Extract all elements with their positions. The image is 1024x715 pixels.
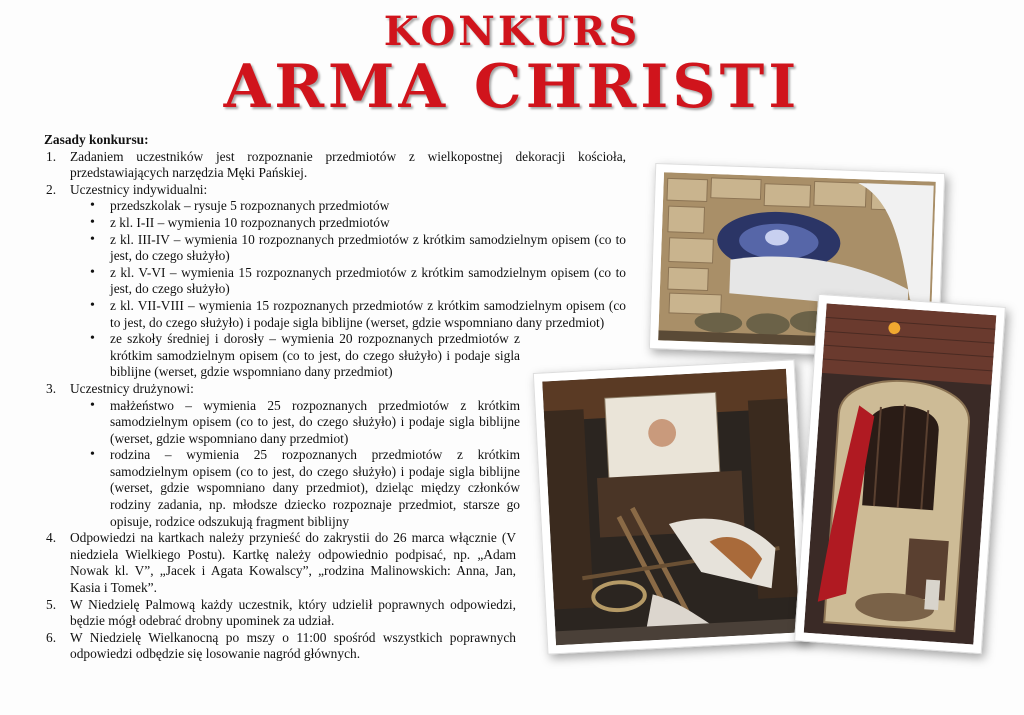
rule-number: 1. bbox=[46, 148, 57, 164]
photo-stone-arch bbox=[794, 294, 1006, 654]
list-item: • małżeństwo – wymienia 25 rozpoznanych przedmiotów z krótkim samodzielnym opisem (co to jest, do czego służyło) i podaje sigla biblijne (werset, gdzie wspomniano dany przedmiot) bbox=[88, 398, 520, 448]
photo-altar-objects bbox=[533, 359, 809, 654]
rule-6 bbox=[44, 630, 516, 663]
rule-number: 5. bbox=[46, 596, 57, 612]
rule-2 bbox=[44, 182, 626, 381]
list-item: • z kl. VII-VIII – wymienia 15 rozpoznanych przedmiotów z krótkim samodzielnym opisem (co to jest, do czego służyło) i podaje sigla biblijne (werset, gdzie wspomniano dany przedmiot) bbox=[88, 298, 626, 331]
list-item: • z kl. V-VI – wymienia 15 rozpoznanych przedmiotów z krótkim samodzielnym opisem (co to jest, do czego służyło) bbox=[88, 265, 626, 298]
rules-heading: Zasady konkursu: bbox=[44, 132, 149, 147]
rule-4 bbox=[44, 530, 516, 596]
rule-text: Uczestnicy indywidualni: bbox=[70, 181, 208, 197]
rule-number: 6. bbox=[46, 629, 57, 645]
stone-arch-image bbox=[804, 303, 997, 644]
list-item: • przedszkolak – rysuje 5 rozpoznanych przedmiotów bbox=[88, 198, 626, 215]
list-item: • rodzina – wymienia 25 rozpoznanych przedmiotów z krótkim samodzielnym opisem (co to jest, do czego służyło) i podaje sigla biblijne (werset, gdzie wspomniano dany przedmiot), dzieląc między członków rodziny zadania, np. młodsze dziecko rozpoznaje przedmiot, starsze go opisuje, rodzice odszukują fragment biblijny bbox=[88, 447, 520, 530]
rule-text: Zadaniem uczestników jest rozpoznanie przedmiotów z wielkopostnej dekoracji kościoła, przedstawiających narzędzia Męki Pańskiej. bbox=[70, 148, 626, 181]
rule-text: Uczestnicy drużynowi: bbox=[70, 380, 194, 396]
list-item: • z kl. III-IV – wymienia 10 rozpoznanych przedmiotów z krótkim samodzielnym opisem (co to jest, do czego służyło) bbox=[88, 232, 626, 265]
rule-text: Odpowiedzi na kartkach należy przynieść do zakrystii do 26 marca włącznie (V niedziela Wielkiego Postu). Kartkę należy odpowiednio podpisać, np. „Adam Nowak kl. V”, „Jacek i Agata Kowalscy”, „rodzina Malinowskich: Anna, Jan, Kasia i Tomek”. bbox=[70, 530, 516, 596]
list-item: • ze szkoły średniej i dorosły – wymienia 20 rozpoznanych przedmiotów z krótkim samodzielnym opisem (co to jest, do czego służyło) i podaje sigla biblijne (werset, gdzie wspomniano dany przedmiot) bbox=[88, 331, 520, 381]
altar-objects-image bbox=[542, 369, 799, 645]
rule-number: 4. bbox=[46, 530, 57, 546]
rule-text: W Niedzielę Wielkanocną po mszy o 11:00 spośród wszystkich poprawnych odpowiedzi odbędzie się losowanie nagród głównych. bbox=[70, 629, 516, 662]
individual-categories bbox=[88, 198, 626, 381]
rule-1 bbox=[44, 149, 626, 182]
rule-number: 2. bbox=[46, 181, 57, 197]
title-konkurs: KONKURS bbox=[383, 8, 641, 55]
list-item: • z kl. I-II – wymienia 10 rozpoznanych przedmiotów bbox=[88, 215, 626, 232]
rule-text: W Niedzielę Palmową każdy uczestnik, który udzielił poprawnych odpowiedzi, będzie mógł odebrać drobny upominek za udział. bbox=[70, 596, 516, 629]
rule-number: 3. bbox=[46, 380, 57, 396]
rule-5 bbox=[44, 597, 516, 630]
title-arma-christi: ARMA CHRISTI bbox=[223, 52, 801, 122]
